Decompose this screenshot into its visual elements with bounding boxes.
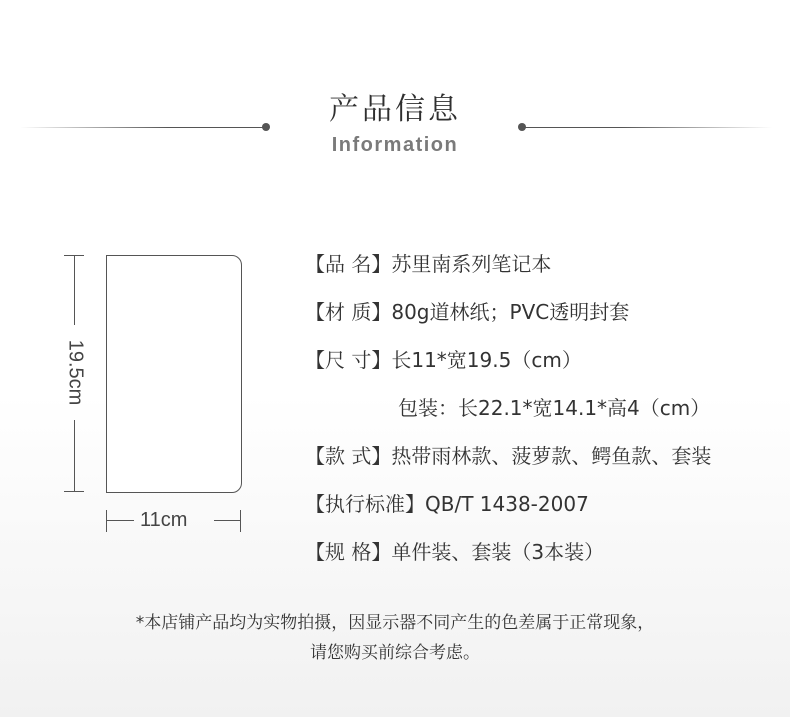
spec-value: 长11*宽19.5（cm） bbox=[391, 348, 582, 372]
spec-row-material bbox=[305, 296, 629, 325]
notebook-outline bbox=[106, 255, 242, 493]
height-dimension-line-bottom bbox=[74, 420, 75, 492]
spec-row-name bbox=[305, 248, 551, 277]
spec-label: 【款 式】 bbox=[305, 444, 392, 468]
spec-label: 【品 名】 bbox=[305, 252, 392, 276]
spec-label: 【规 格】 bbox=[305, 540, 392, 564]
section-title: 产品信息 bbox=[329, 92, 461, 127]
spec-row-spec bbox=[305, 536, 604, 565]
width-dimension-line-left bbox=[106, 520, 134, 521]
height-label: 19.5cm bbox=[64, 339, 87, 405]
height-tick-bottom bbox=[64, 491, 84, 492]
spec-value: 热带雨林款、菠萝款、鳄鱼款、套装 bbox=[391, 444, 712, 468]
spec-value: 苏里南系列笔记本 bbox=[391, 252, 552, 276]
title-divider-right bbox=[522, 127, 772, 128]
disclaimer-line-1: *本店铺产品均为实物拍摄，因显示器不同产生的色差属于正常现象， bbox=[135, 613, 655, 633]
section-subtitle: Information bbox=[331, 134, 459, 156]
title-divider-dot-right bbox=[518, 123, 526, 131]
spec-value: QB/T 1438-2007 bbox=[425, 492, 589, 516]
spec-label: 【尺 寸】 bbox=[305, 348, 392, 372]
width-label: 11cm bbox=[140, 509, 188, 531]
spec-value: 单件装、套装（3本装） bbox=[391, 540, 605, 564]
spec-value: 80g道林纸；PVC透明封套 bbox=[391, 300, 630, 324]
width-tick-left bbox=[106, 510, 107, 532]
spec-label: 【材 质】 bbox=[305, 300, 392, 324]
spec-label: 【执行标准】 bbox=[305, 492, 425, 516]
width-dimension-line-right bbox=[214, 520, 240, 521]
title-divider-left bbox=[20, 127, 266, 128]
spec-row-standard bbox=[305, 488, 589, 517]
spec-value: 包装：长22.1*宽14.1*高4（cm） bbox=[398, 396, 711, 420]
height-dimension-line-top bbox=[74, 255, 75, 325]
spec-row-size bbox=[305, 344, 582, 373]
width-tick-right bbox=[240, 510, 241, 532]
spec-row-style bbox=[305, 440, 711, 469]
disclaimer-line-2: 请您购买前综合考虑。 bbox=[310, 643, 480, 663]
title-divider-dot-left bbox=[262, 123, 270, 131]
spec-row-package bbox=[398, 392, 710, 421]
